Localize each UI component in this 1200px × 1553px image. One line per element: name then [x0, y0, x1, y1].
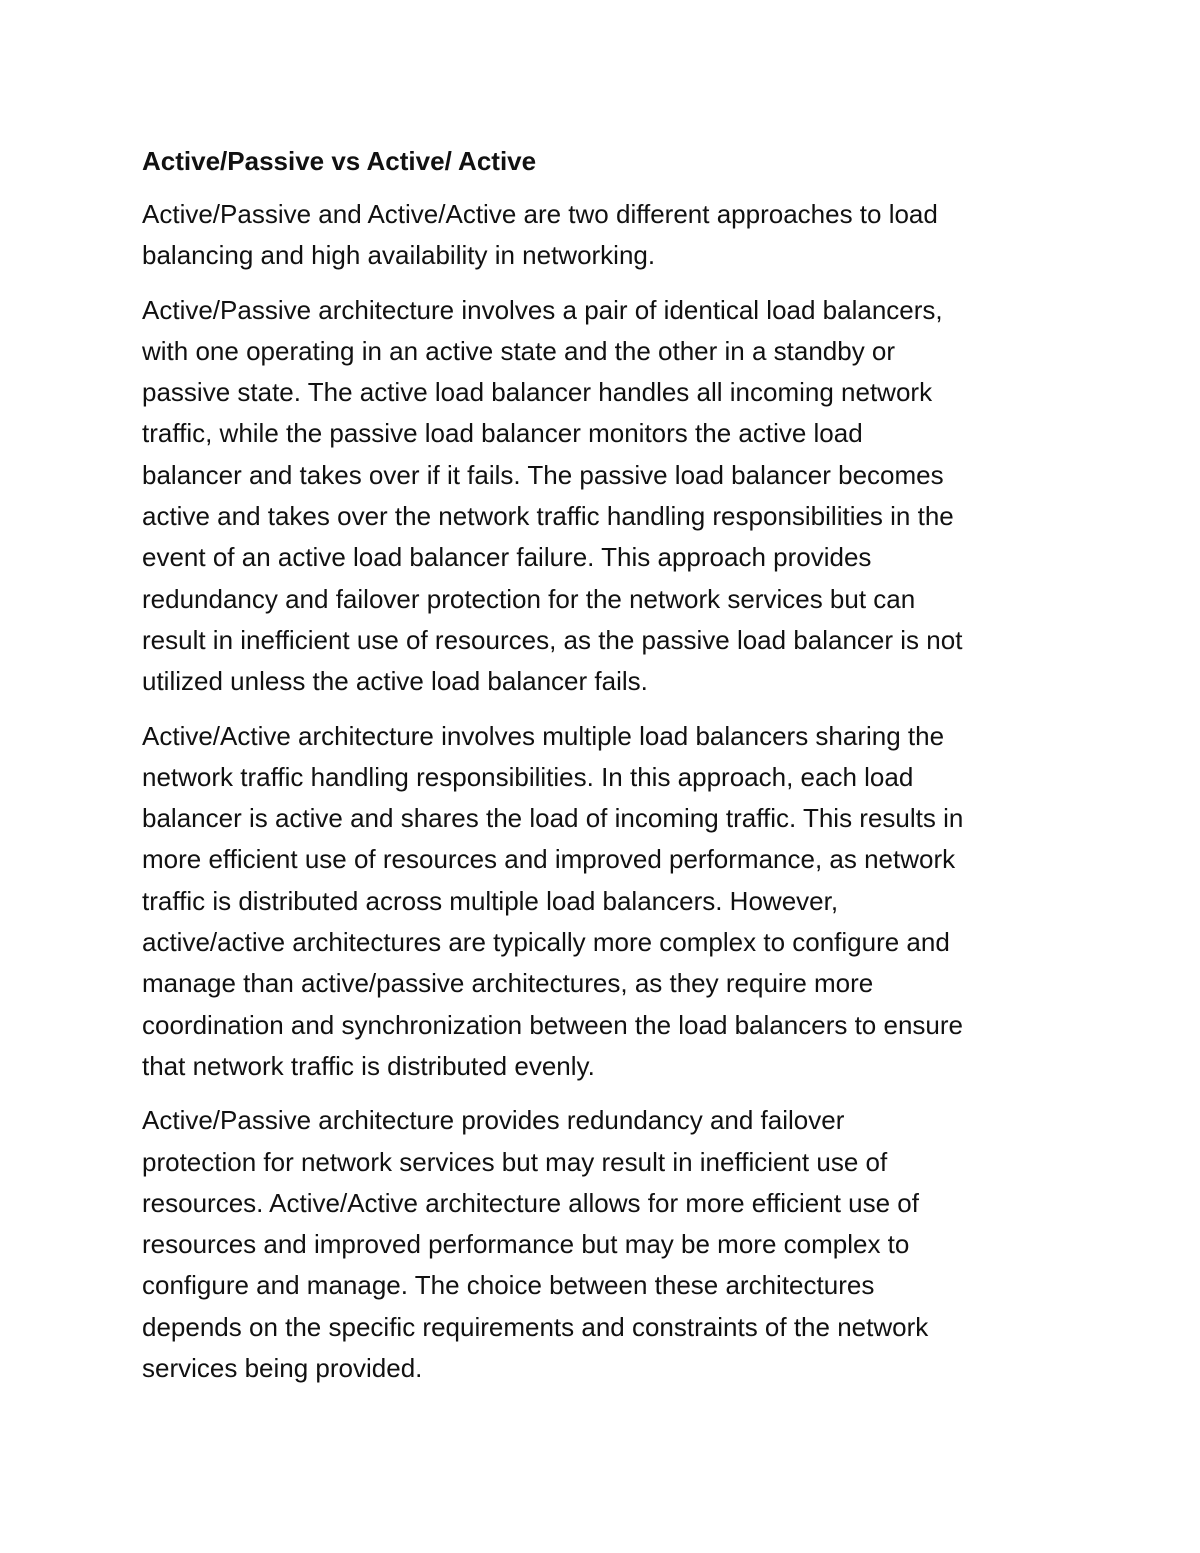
paragraph-line: result in inefficient use of resources, as the passive load balancer is not — [142, 624, 963, 655]
document-page — [142, 140, 1082, 1402]
paragraph-line: Active/Passive and Active/Active are two different approaches to load — [142, 199, 938, 229]
paragraph-line: balancing and high availability in networking. — [142, 240, 656, 271]
paragraph-line: active/active architectures are typically more complex to configure and — [142, 927, 950, 958]
paragraph-line: manage than active/passive architectures, as they require more — [142, 968, 874, 999]
paragraph-line: Active/Passive architecture provides redundancy and failover — [142, 1105, 845, 1136]
paragraph-line: services being provided. — [142, 1353, 423, 1384]
paragraph-line: active and takes over the network traffic handling responsibilities in the — [142, 501, 954, 532]
paragraph-line: event of an active load balancer failure. This approach provides — [142, 542, 872, 573]
paragraph-line: network traffic handling responsibilities. In this approach, each load — [142, 761, 914, 792]
paragraph-line: balancer and takes over if it fails. The passive load balancer becomes — [142, 459, 944, 490]
paragraph-line: traffic is distributed across multiple load balancers. However, — [142, 885, 839, 916]
paragraph-line: Active/Passive architecture involves a pair of identical load balancers, — [142, 294, 943, 325]
paragraph-line: traffic, while the passive load balancer monitors the active load — [142, 418, 863, 449]
document-title: Active/Passive vs Active/ Active — [142, 146, 537, 176]
paragraph-line: passive state. The active load balancer handles all incoming network — [142, 377, 933, 408]
paragraph-intro — [142, 194, 1082, 277]
paragraph-line: depends on the specific requirements and constraints of the network — [142, 1311, 929, 1342]
paragraph-line: with one operating in an active state and the other in a standby or — [142, 335, 896, 366]
paragraph-line: protection for network services but may result in inefficient use of — [142, 1146, 888, 1177]
paragraph-line: utilized unless the active load balancer fails. — [142, 666, 648, 697]
paragraph-line: balancer is active and shares the load of incoming traffic. This results in — [142, 803, 964, 834]
paragraph-line: more efficient use of resources and improved performance, as network — [142, 844, 956, 875]
paragraph-active-passive — [142, 290, 1082, 703]
paragraph-line: that network traffic is distributed evenly. — [142, 1050, 595, 1081]
paragraph-summary — [142, 1100, 1082, 1389]
paragraph-line: Active/Active architecture involves multiple load balancers sharing the — [142, 720, 945, 751]
paragraph-line: resources. Active/Active architecture allows for more efficient use of — [142, 1187, 919, 1218]
paragraph-line: resources and improved performance but may be more complex to — [142, 1229, 910, 1260]
paragraph-line: redundancy and failover protection for the network services but can — [142, 583, 916, 614]
paragraph-active-active — [142, 716, 1082, 1088]
paragraph-line: configure and manage. The choice between these architectures — [142, 1270, 875, 1301]
paragraph-line: coordination and synchronization between the load balancers to ensure — [142, 1009, 963, 1040]
